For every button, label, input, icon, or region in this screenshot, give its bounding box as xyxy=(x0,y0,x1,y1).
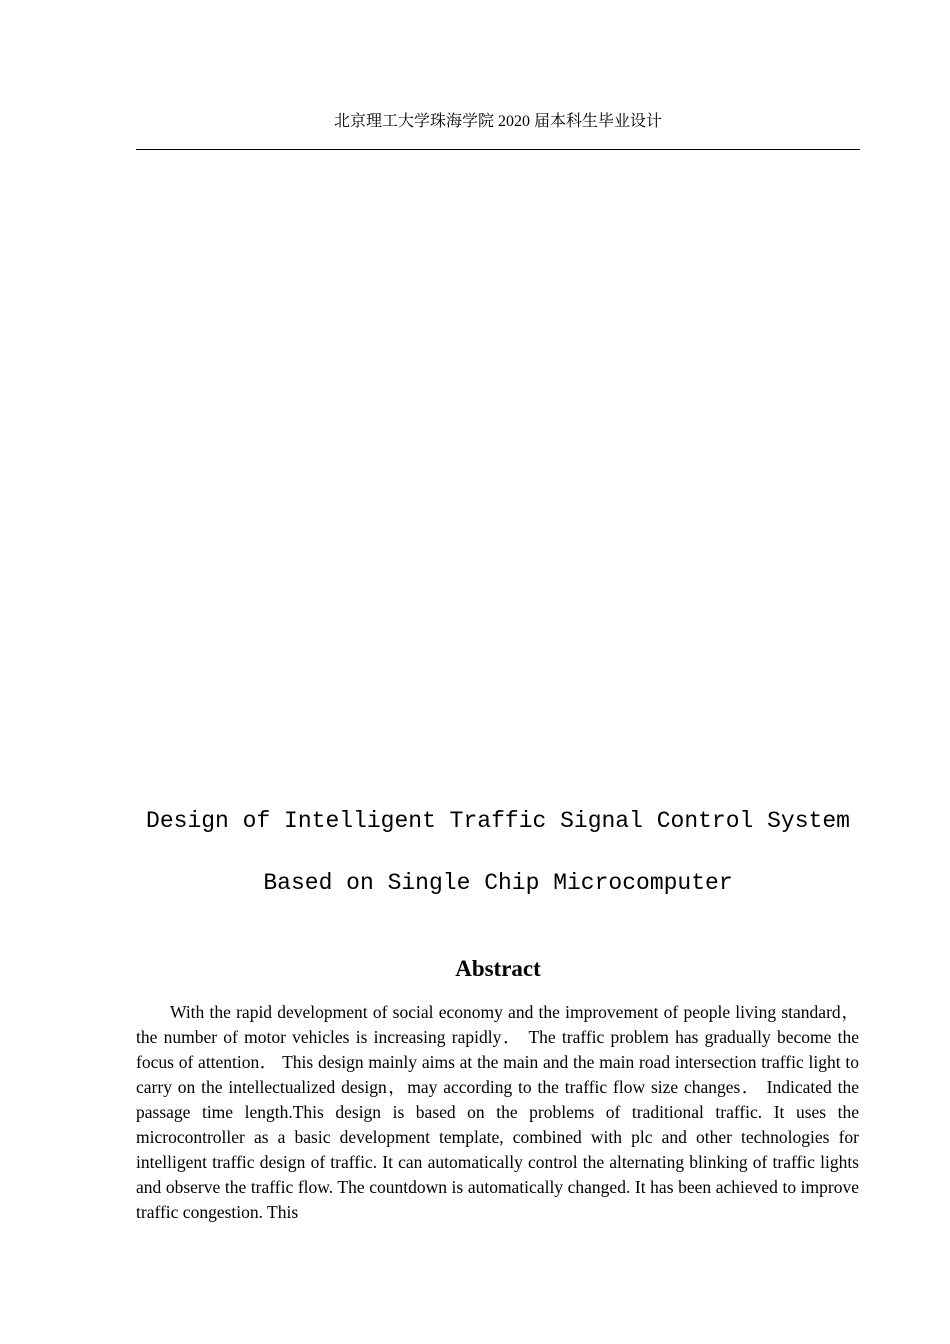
abstract-heading: Abstract xyxy=(455,956,541,981)
page-header: 北京理工大学珠海学院 2020 届本科生毕业设计 xyxy=(333,113,662,130)
header-rule xyxy=(136,149,860,150)
abstract-body: With the rapid development of social economy and the improvement of people living standard， the number of motor vehicles is increasing rapidly． The traffic problem has gradually become the focus of attention． This design mainly aims at the main and the main road intersection traffic light to carry on the intellectualized design，may according to the traffic flow size changes． Indicated the passage time length.This design is based on the problems of traditional traffic. It uses the microcontroller as a basic development template, combined with plc and other technologies for intelligent traffic design of traffic. It can automatically control the alternating blinking of traffic lights and observe the traffic flow. The countdown is automatically changed. It has been achieved to improve traffic congestion. This xyxy=(136,1002,859,1222)
paper-title-line-1: Design of Intelligent Traffic Signal Control System xyxy=(146,808,850,834)
paper-title-line-2: Based on Single Chip Microcomputer xyxy=(263,870,733,896)
